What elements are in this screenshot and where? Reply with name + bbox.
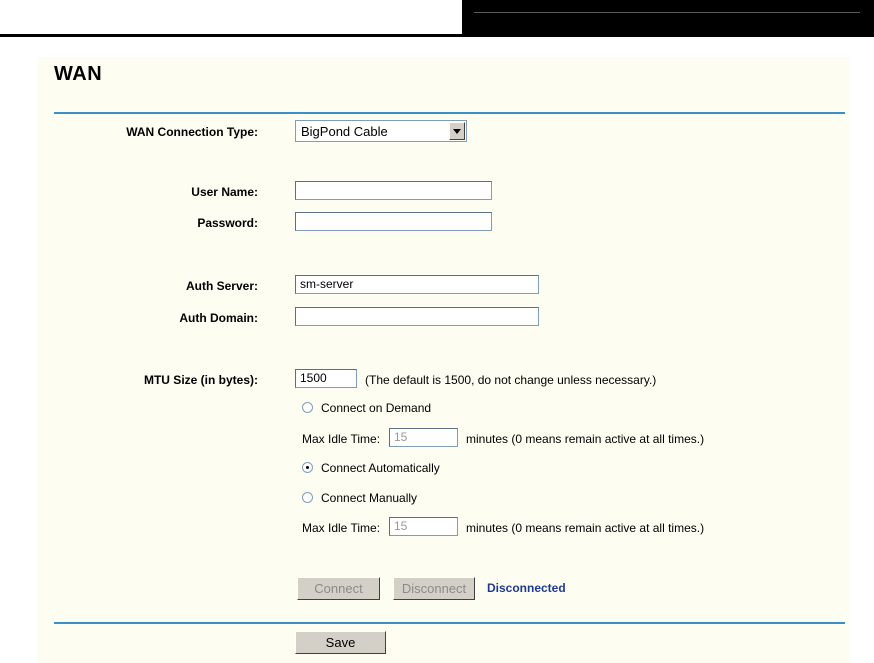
connect-on-demand-radio[interactable] (302, 402, 313, 413)
connect-manually-label: Connect Manually (321, 491, 418, 505)
password-label: Password: (197, 216, 258, 230)
connect-automatically-radio[interactable] (302, 462, 313, 473)
auth-server-label: Auth Server: (185, 279, 258, 293)
connect-manually-radio[interactable] (302, 492, 313, 503)
auth-domain-input[interactable] (295, 307, 539, 326)
connect-on-demand-label: Connect on Demand (321, 401, 432, 415)
mtu-label: MTU Size (in bytes): (143, 373, 258, 387)
chevron-down-icon[interactable] (449, 122, 465, 140)
connect-button[interactable]: Connect (297, 577, 380, 600)
demand-idle-note: minutes (0 means remain active at all times.) (466, 432, 705, 446)
connection-type-value: BigPond Cable (301, 124, 388, 139)
banner-line (474, 12, 860, 13)
manual-idle-input[interactable]: 15 (389, 517, 458, 536)
page-title: WAN (54, 63, 103, 85)
auth-domain-label: Auth Domain: (179, 311, 258, 325)
user-name-input[interactable] (295, 181, 492, 200)
connection-status: Disconnected (487, 581, 566, 595)
bottom-divider (54, 622, 845, 624)
disconnect-button[interactable]: Disconnect (393, 577, 475, 600)
demand-idle-input[interactable]: 15 (389, 428, 458, 447)
password-input[interactable] (295, 212, 492, 231)
header-left (0, 0, 462, 34)
connect-automatically-label: Connect Automatically (321, 461, 440, 475)
mtu-note: (The default is 1500, do not change unless necessary.) (365, 373, 657, 387)
top-divider (54, 112, 845, 114)
header-rule (0, 34, 462, 37)
auth-server-input[interactable]: sm-server (295, 275, 539, 294)
demand-idle-label: Max Idle Time: (302, 432, 381, 446)
save-button[interactable]: Save (295, 631, 386, 654)
mtu-input[interactable]: 1500 (295, 369, 357, 388)
content-panel (37, 57, 850, 663)
manual-idle-label: Max Idle Time: (302, 521, 381, 535)
connection-type-label: WAN Connection Type: (126, 125, 258, 139)
header-right-banner (462, 0, 874, 37)
user-name-label: User Name: (191, 185, 258, 199)
connection-type-select[interactable] (295, 120, 467, 142)
manual-idle-note: minutes (0 means remain active at all times.) (466, 521, 705, 535)
